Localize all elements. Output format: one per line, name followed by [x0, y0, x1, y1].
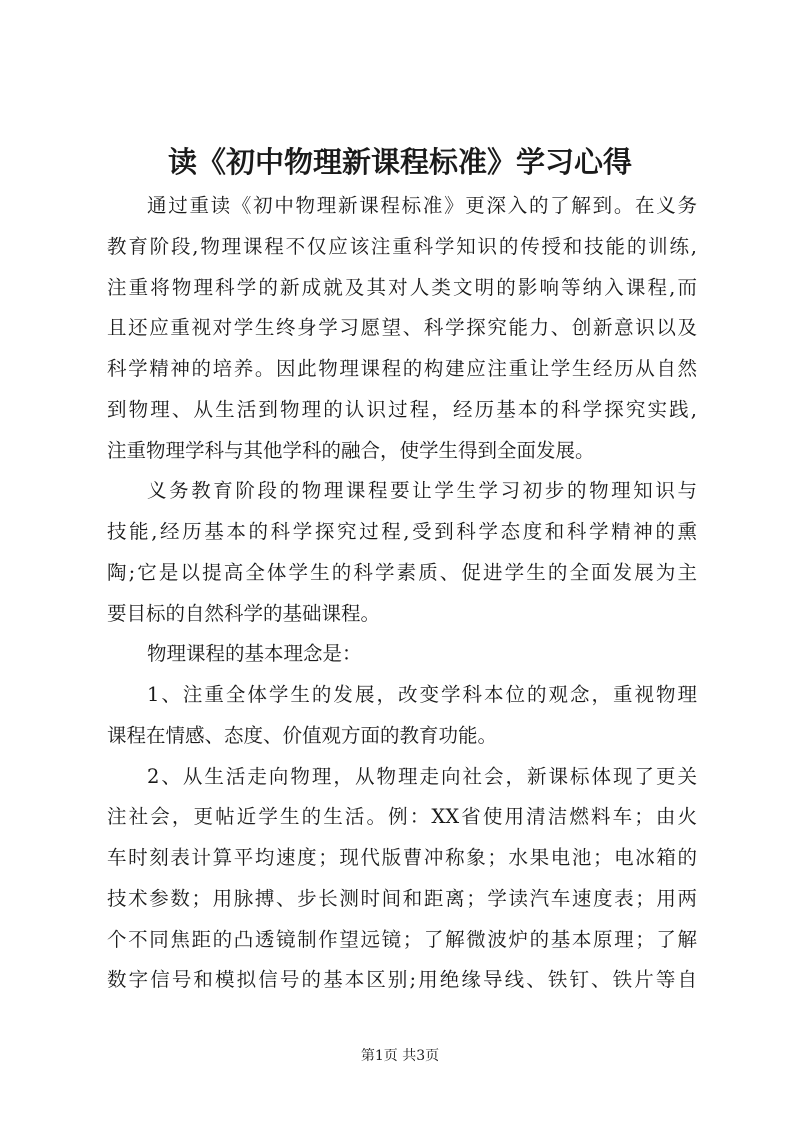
text-line: 陶;它是以提高全体学生的科学素质、促进学生的全面发展为主 — [107, 560, 697, 584]
text-line: 义务教育阶段的物理课程要让学生学习初步的物理知识与 — [147, 479, 697, 503]
text-line: 技术参数；用脉搏、步长测时间和距离；学读汽车速度表；用两 — [107, 886, 697, 910]
text-line: 技能,经历基本的科学探究过程,受到科学态度和科学精神的熏 — [107, 520, 697, 543]
text-line: 注社会，更帖近学生的生活。例：XX省使用清洁燃料车；由火 — [107, 805, 697, 829]
text-line: 车时刻表计算平均速度；现代版曹冲称象；水果电池；电冰箱的 — [107, 846, 697, 869]
document-title: 读《初中物理新课程标准》学习心得 — [167, 145, 632, 179]
text-line: 个不同焦距的凸透镜制作望远镜；了解微波炉的基本原理；了解 — [107, 927, 697, 951]
text-line: 到物理、从生活到物理的认识过程，经历基本的科学探究实践, — [107, 397, 697, 421]
text-line: 注重物理学科与其他学科的融合，使学生得到全面发展。 — [107, 438, 595, 462]
document-body — [107, 186, 697, 1001]
text-line: 1、注重全体学生的发展，改变学科本位的观念，重视物理 — [147, 683, 697, 706]
text-line: 且还应重视对学生终身学习愿望、科学探究能力、创新意识以及 — [107, 316, 697, 340]
text-line: 教育阶段,物理课程不仅应该注重科学知识的传授和技能的训练, — [107, 234, 697, 258]
text-line: 要目标的自然科学的基础课程。 — [107, 601, 381, 625]
text-line: 通过重读《初中物理新课程标准》更深入的了解到。在义务 — [147, 194, 697, 217]
text-line: 课程在情感、态度、价值观方面的教育功能。 — [107, 723, 498, 747]
page-footer: 第1页 共3页 — [360, 1048, 440, 1064]
text-line: 物理课程的基本理念是： — [147, 642, 362, 666]
text-line: 2、从生活走向物理，从物理走向社会，新课标体现了更关 — [147, 764, 697, 788]
text-line: 科学精神的培养。因此物理课程的构建应注重让学生经历从自然 — [107, 357, 697, 380]
text-line: 注重将物理科学的新成就及其对人类文明的影响等纳入课程,而 — [107, 275, 697, 299]
text-line: 数字信号和模拟信号的基本区别;用绝缘导线、铁钉、铁片等自 — [107, 968, 697, 992]
